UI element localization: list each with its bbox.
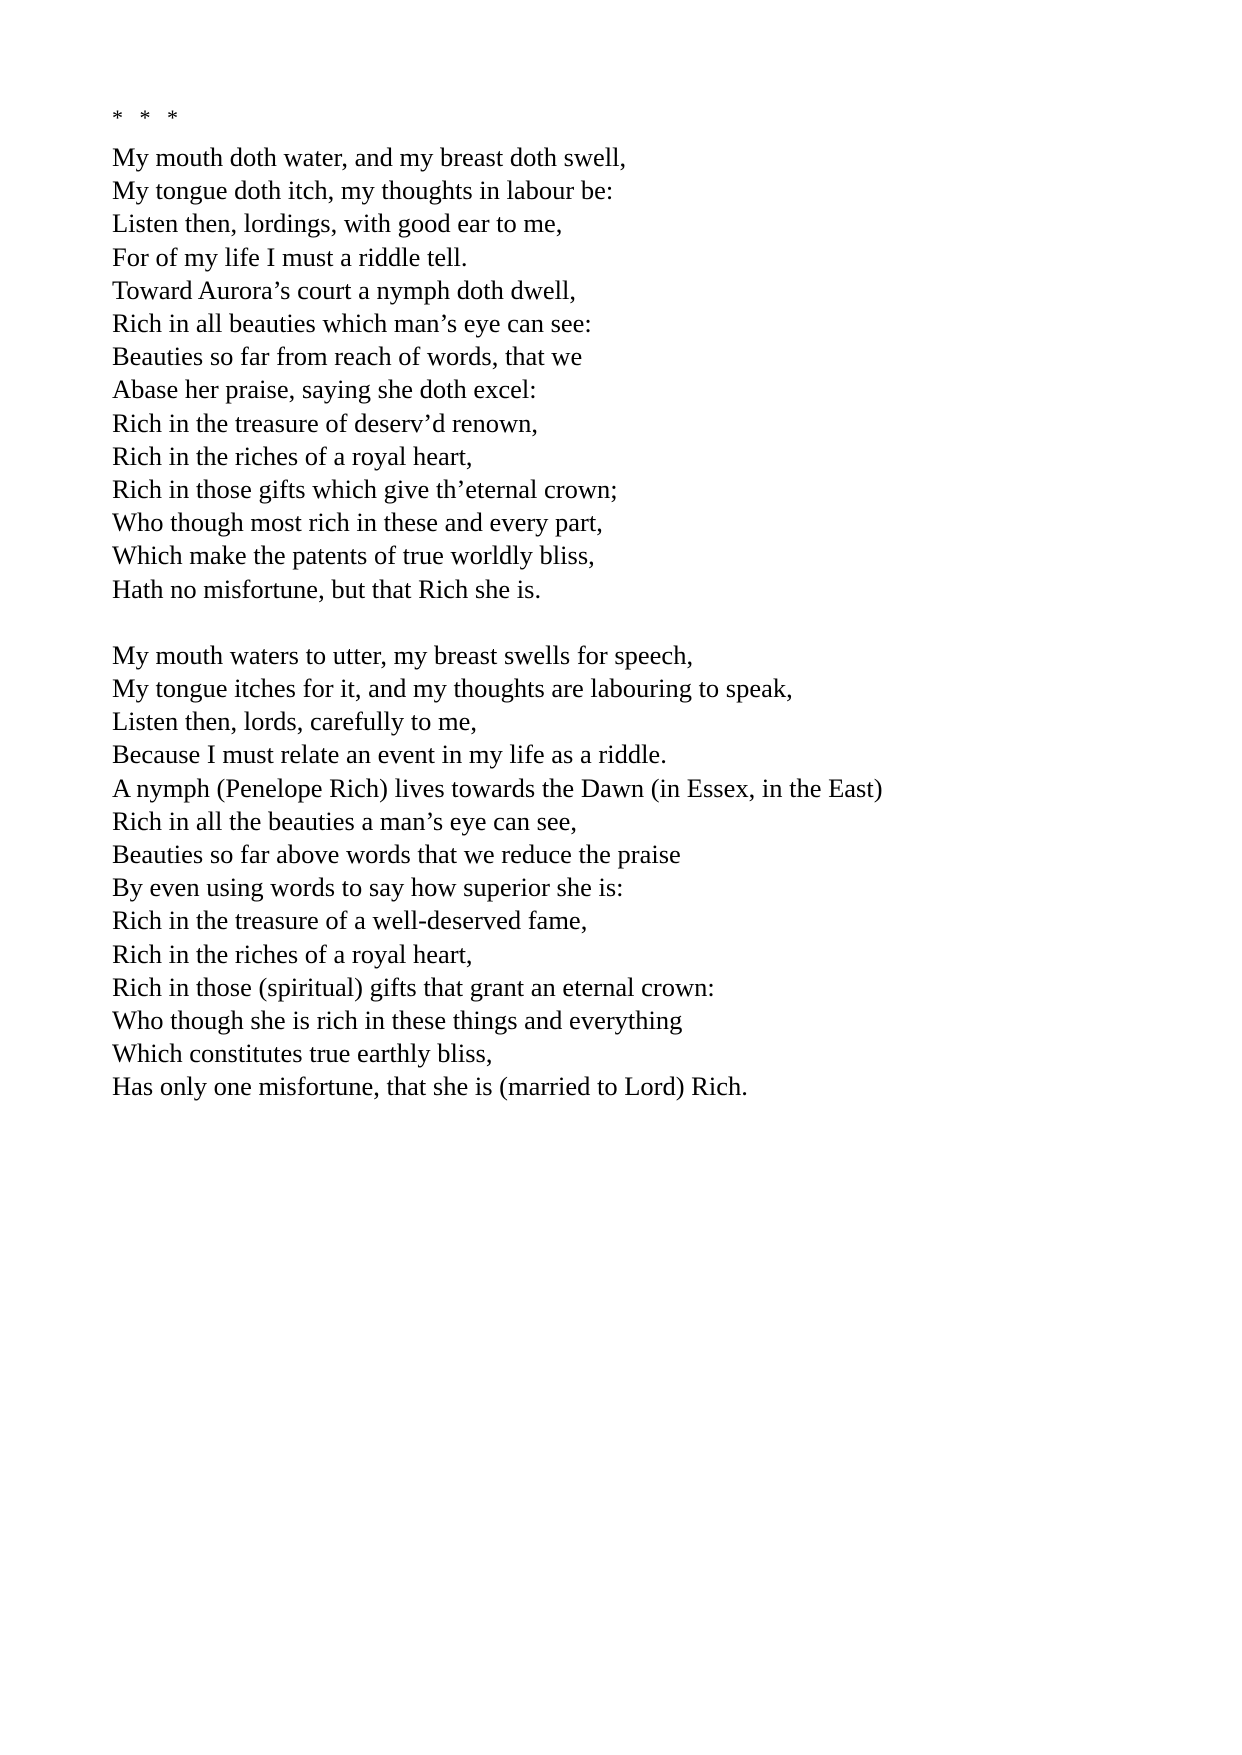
- paraphrase-line: Rich in the riches of a royal heart,: [112, 938, 473, 969]
- poem-line: Rich in the riches of a royal heart,: [112, 440, 473, 471]
- paraphrase-line: Which constitutes true earthly bliss,: [112, 1038, 493, 1069]
- paraphrase-stanza: [112, 639, 1152, 1104]
- paraphrase-line: Rich in those (spiritual) gifts that grant an eternal crown:: [112, 971, 715, 1002]
- poem-line: My tongue doth itch, my thoughts in labour be:: [112, 175, 614, 206]
- paraphrase-line: Because I must relate an event in my life as a riddle.: [112, 739, 667, 770]
- poem-line: Listen then, lordings, with good ear to me,: [112, 208, 563, 239]
- poem-line: Who though most rich in these and every part,: [112, 507, 603, 538]
- poem-line: For of my life I must a riddle tell.: [112, 241, 468, 272]
- paraphrase-line: Has only one misfortune, that she is (married to Lord) Rich.: [112, 1071, 748, 1102]
- paraphrase-line: Rich in all the beauties a man’s eye can see,: [112, 805, 578, 836]
- poem-line: Abase her praise, saying she doth excel:: [112, 374, 537, 405]
- poem-line: My mouth doth water, and my breast doth swell,: [112, 142, 627, 172]
- poem-line: Rich in those gifts which give th’eternal crown;: [112, 474, 618, 505]
- paraphrase-line: Rich in the treasure of a well-deserved fame,: [112, 905, 588, 936]
- poem-line: Rich in all beauties which man’s eye can see:: [112, 308, 592, 339]
- poem-line: Rich in the treasure of deserv’d renown,: [112, 407, 539, 438]
- paraphrase-line: Listen then, lords, carefully to me,: [112, 706, 478, 737]
- original-stanza: [112, 141, 1152, 606]
- paraphrase-line: A nymph (Penelope Rich) lives towards the Dawn (in Essex, in the East): [112, 772, 883, 803]
- paraphrase-line: By even using words to say how superior she is:: [112, 872, 624, 903]
- poem-line: Which make the patents of true worldly bliss,: [112, 540, 595, 571]
- poem-line: Toward Aurora’s court a nymph doth dwell,: [112, 274, 577, 305]
- section-separator: * * *: [112, 105, 178, 130]
- poem-content: [112, 104, 1152, 1104]
- paraphrase-line: Beauties so far above words that we reduce the praise: [112, 839, 681, 870]
- paraphrase-line: Who though she is rich in these things and everything: [112, 1005, 683, 1036]
- poem-line: Hath no misfortune, but that Rich she is.: [112, 573, 542, 604]
- paraphrase-line: My tongue itches for it, and my thoughts are labouring to speak,: [112, 673, 793, 704]
- poem-line: Beauties so far from reach of words, that we: [112, 341, 583, 372]
- paraphrase-line: My mouth waters to utter, my breast swells for speech,: [112, 639, 694, 670]
